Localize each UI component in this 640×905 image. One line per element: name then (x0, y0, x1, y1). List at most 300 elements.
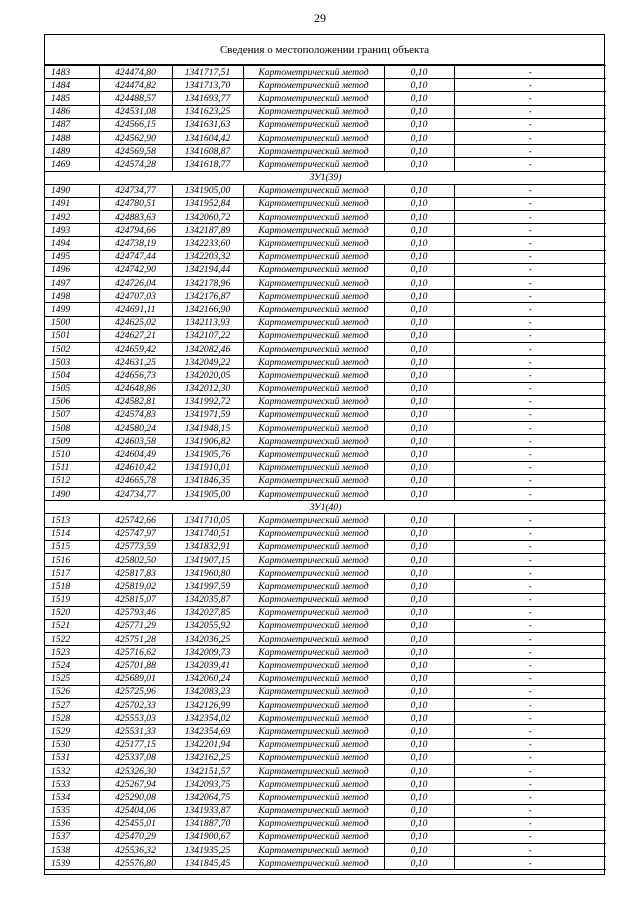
description-cell: - (454, 316, 606, 329)
point-number-cell: 1509 (45, 435, 99, 448)
description-cell: - (454, 488, 606, 501)
point-number-cell: 1531 (45, 751, 99, 764)
y-coordinate-cell: 1342027,85 (172, 606, 243, 619)
table-row (45, 672, 606, 685)
method-cell: Картометрический метод (243, 461, 384, 474)
y-coordinate-cell: 1341997,59 (172, 580, 243, 593)
y-coordinate-cell: 1341608,87 (172, 145, 243, 158)
y-coordinate-cell: 1341900,67 (172, 830, 243, 843)
precision-cell: 0,10 (384, 356, 454, 369)
x-coordinate-cell: 425404,06 (99, 804, 172, 817)
point-number-cell: 1495 (45, 250, 99, 263)
y-coordinate-cell: 1342036,25 (172, 633, 243, 646)
point-number-cell: 1485 (45, 92, 99, 105)
x-coordinate-cell: 425337,08 (99, 751, 172, 764)
precision-cell: 0,10 (384, 118, 454, 131)
x-coordinate-cell: 424562,90 (99, 131, 172, 144)
method-cell: Картометрический метод (243, 778, 384, 791)
description-cell: - (454, 277, 606, 290)
description-cell: - (454, 184, 606, 197)
x-coordinate-cell: 424582,81 (99, 395, 172, 408)
x-coordinate-cell: 425267,94 (99, 778, 172, 791)
precision-cell: 0,10 (384, 329, 454, 342)
y-coordinate-cell: 1341971,59 (172, 408, 243, 421)
section-heading: ЗУ1(40) (45, 501, 606, 514)
description-cell: - (454, 764, 606, 777)
y-coordinate-cell: 1341905,00 (172, 184, 243, 197)
table-row (45, 105, 606, 118)
description-cell: - (454, 435, 606, 448)
description-cell: - (454, 448, 606, 461)
precision-cell: 0,10 (384, 290, 454, 303)
method-cell: Картометрический метод (243, 685, 384, 698)
precision-cell: 0,10 (384, 131, 454, 144)
point-number-cell: 1469 (45, 158, 99, 171)
precision-cell: 0,10 (384, 263, 454, 276)
point-number-cell: 1483 (45, 66, 99, 79)
point-number-cell: 1493 (45, 224, 99, 237)
precision-cell: 0,10 (384, 435, 454, 448)
y-coordinate-cell: 1341933,87 (172, 804, 243, 817)
precision-cell: 0,10 (384, 844, 454, 857)
x-coordinate-cell: 424580,24 (99, 422, 172, 435)
description-cell: - (454, 712, 606, 725)
y-coordinate-cell: 1342201,94 (172, 738, 243, 751)
precision-cell: 0,10 (384, 488, 454, 501)
method-cell: Картометрический метод (243, 751, 384, 764)
table-row (45, 356, 606, 369)
method-cell: Картометрический метод (243, 422, 384, 435)
y-coordinate-cell: 1341910,01 (172, 461, 243, 474)
precision-cell: 0,10 (384, 699, 454, 712)
precision-cell: 0,10 (384, 725, 454, 738)
y-coordinate-cell: 1341948,15 (172, 422, 243, 435)
y-coordinate-cell: 1342233,60 (172, 237, 243, 250)
y-coordinate-cell: 1342126,99 (172, 699, 243, 712)
x-coordinate-cell: 425819,02 (99, 580, 172, 593)
x-coordinate-cell: 424474,82 (99, 79, 172, 92)
point-number-cell: 1500 (45, 316, 99, 329)
point-number-cell: 1524 (45, 659, 99, 672)
x-coordinate-cell: 425576,80 (99, 857, 172, 870)
precision-cell: 0,10 (384, 277, 454, 290)
point-number-cell: 1488 (45, 131, 99, 144)
table-row (45, 857, 606, 870)
precision-cell: 0,10 (384, 224, 454, 237)
table-row (45, 804, 606, 817)
point-number-cell: 1515 (45, 540, 99, 553)
y-coordinate-cell: 1341952,84 (172, 197, 243, 210)
table-row (45, 817, 606, 830)
table-row (45, 211, 606, 224)
x-coordinate-cell: 425177,15 (99, 738, 172, 751)
x-coordinate-cell: 424747,44 (99, 250, 172, 263)
point-number-cell: 1516 (45, 553, 99, 566)
method-cell: Картометрический метод (243, 118, 384, 131)
precision-cell: 0,10 (384, 540, 454, 553)
y-coordinate-cell: 1342060,24 (172, 672, 243, 685)
x-coordinate-cell: 424707,03 (99, 290, 172, 303)
description-cell: - (454, 145, 606, 158)
y-coordinate-cell: 1342354,02 (172, 712, 243, 725)
precision-cell: 0,10 (384, 712, 454, 725)
method-cell: Картометрический метод (243, 303, 384, 316)
x-coordinate-cell: 424738,19 (99, 237, 172, 250)
point-number-cell: 1529 (45, 725, 99, 738)
x-coordinate-cell: 424631,25 (99, 356, 172, 369)
method-cell: Картометрический метод (243, 435, 384, 448)
point-number-cell: 1539 (45, 857, 99, 870)
description-cell: - (454, 672, 606, 685)
method-cell: Картометрический метод (243, 817, 384, 830)
description-cell: - (454, 659, 606, 672)
precision-cell: 0,10 (384, 633, 454, 646)
precision-cell: 0,10 (384, 738, 454, 751)
point-number-cell: 1497 (45, 277, 99, 290)
description-cell: - (454, 474, 606, 487)
x-coordinate-cell: 424734,77 (99, 488, 172, 501)
x-coordinate-cell: 424574,83 (99, 408, 172, 421)
method-cell: Картометрический метод (243, 105, 384, 118)
point-number-cell: 1505 (45, 382, 99, 395)
x-coordinate-cell: 425802,50 (99, 553, 172, 566)
point-number-cell: 1507 (45, 408, 99, 421)
x-coordinate-cell: 424742,90 (99, 263, 172, 276)
table-row (45, 250, 606, 263)
y-coordinate-cell: 1341887,70 (172, 817, 243, 830)
point-number-cell: 1491 (45, 197, 99, 210)
x-coordinate-cell: 424780,51 (99, 197, 172, 210)
method-cell: Картометрический метод (243, 527, 384, 540)
y-coordinate-cell: 1342064,75 (172, 791, 243, 804)
table-row (45, 725, 606, 738)
coordinates-table (45, 65, 606, 870)
y-coordinate-cell: 1342060,72 (172, 211, 243, 224)
point-number-cell: 1503 (45, 356, 99, 369)
method-cell: Картометрический метод (243, 224, 384, 237)
table-row (45, 580, 606, 593)
method-cell: Картометрический метод (243, 606, 384, 619)
table-row (45, 844, 606, 857)
x-coordinate-cell: 424488,57 (99, 92, 172, 105)
method-cell: Картометрический метод (243, 395, 384, 408)
y-coordinate-cell: 1341623,25 (172, 105, 243, 118)
description-cell: - (454, 237, 606, 250)
precision-cell: 0,10 (384, 237, 454, 250)
precision-cell: 0,10 (384, 448, 454, 461)
description-cell: - (454, 118, 606, 131)
precision-cell: 0,10 (384, 474, 454, 487)
method-cell: Картометрический метод (243, 211, 384, 224)
method-cell: Картометрический метод (243, 791, 384, 804)
precision-cell: 0,10 (384, 514, 454, 527)
x-coordinate-cell: 425771,29 (99, 619, 172, 632)
y-coordinate-cell: 1342187,89 (172, 224, 243, 237)
x-coordinate-cell: 424574,28 (99, 158, 172, 171)
y-coordinate-cell: 1341905,00 (172, 488, 243, 501)
table-row (45, 408, 606, 421)
description-cell: - (454, 131, 606, 144)
y-coordinate-cell: 1341906,82 (172, 435, 243, 448)
y-coordinate-cell: 1341693,77 (172, 92, 243, 105)
description-cell: - (454, 540, 606, 553)
table-row (45, 646, 606, 659)
table-row (45, 131, 606, 144)
x-coordinate-cell: 424610,42 (99, 461, 172, 474)
y-coordinate-cell: 1342083,23 (172, 685, 243, 698)
precision-cell: 0,10 (384, 791, 454, 804)
point-number-cell: 1492 (45, 211, 99, 224)
y-coordinate-cell: 1341935,25 (172, 844, 243, 857)
x-coordinate-cell: 425536,32 (99, 844, 172, 857)
method-cell: Картометрический метод (243, 488, 384, 501)
x-coordinate-cell: 425742,66 (99, 514, 172, 527)
method-cell: Картометрический метод (243, 158, 384, 171)
y-coordinate-cell: 1342162,25 (172, 751, 243, 764)
table-row (45, 514, 606, 527)
x-coordinate-cell: 424569,58 (99, 145, 172, 158)
y-coordinate-cell: 1342178,96 (172, 277, 243, 290)
x-coordinate-cell: 424726,04 (99, 277, 172, 290)
method-cell: Картометрический метод (243, 369, 384, 382)
point-number-cell: 1533 (45, 778, 99, 791)
point-number-cell: 1504 (45, 369, 99, 382)
table-row (45, 461, 606, 474)
method-cell: Картометрический метод (243, 738, 384, 751)
method-cell: Картометрический метод (243, 540, 384, 553)
precision-cell: 0,10 (384, 619, 454, 632)
method-cell: Картометрический метод (243, 92, 384, 105)
description-cell: - (454, 580, 606, 593)
point-number-cell: 1513 (45, 514, 99, 527)
description-cell: - (454, 817, 606, 830)
table-row (45, 699, 606, 712)
table-row (45, 145, 606, 158)
table-row (45, 685, 606, 698)
y-coordinate-cell: 1342166,90 (172, 303, 243, 316)
precision-cell: 0,10 (384, 105, 454, 118)
method-cell: Картометрический метод (243, 131, 384, 144)
y-coordinate-cell: 1342093,75 (172, 778, 243, 791)
precision-cell: 0,10 (384, 79, 454, 92)
precision-cell: 0,10 (384, 830, 454, 843)
method-cell: Картометрический метод (243, 408, 384, 421)
table-row (45, 342, 606, 355)
y-coordinate-cell: 1341631,63 (172, 118, 243, 131)
table-row (45, 448, 606, 461)
y-coordinate-cell: 1341907,15 (172, 553, 243, 566)
x-coordinate-cell: 424531,08 (99, 105, 172, 118)
description-cell: - (454, 725, 606, 738)
table-row (45, 118, 606, 131)
description-cell: - (454, 342, 606, 355)
method-cell: Картометрический метод (243, 329, 384, 342)
description-cell: - (454, 844, 606, 857)
precision-cell: 0,10 (384, 382, 454, 395)
precision-cell: 0,10 (384, 659, 454, 672)
y-coordinate-cell: 1342020,05 (172, 369, 243, 382)
point-number-cell: 1535 (45, 804, 99, 817)
point-number-cell: 1537 (45, 830, 99, 843)
point-number-cell: 1532 (45, 764, 99, 777)
precision-cell: 0,10 (384, 606, 454, 619)
description-cell: - (454, 699, 606, 712)
table-title: Сведения о местоположении границ объекта (45, 35, 604, 65)
method-cell: Картометрический метод (243, 316, 384, 329)
table-row (45, 277, 606, 290)
table-row (45, 791, 606, 804)
y-coordinate-cell: 1342354,69 (172, 725, 243, 738)
point-number-cell: 1518 (45, 580, 99, 593)
table-row (45, 422, 606, 435)
x-coordinate-cell: 424625,02 (99, 316, 172, 329)
description-cell: - (454, 553, 606, 566)
point-number-cell: 1522 (45, 633, 99, 646)
method-cell: Картометрический метод (243, 448, 384, 461)
point-number-cell: 1517 (45, 567, 99, 580)
x-coordinate-cell: 425716,62 (99, 646, 172, 659)
x-coordinate-cell: 425531,33 (99, 725, 172, 738)
method-cell: Картометрический метод (243, 514, 384, 527)
precision-cell: 0,10 (384, 527, 454, 540)
point-number-cell: 1506 (45, 395, 99, 408)
description-cell: - (454, 211, 606, 224)
precision-cell: 0,10 (384, 184, 454, 197)
point-number-cell: 1525 (45, 672, 99, 685)
method-cell: Картометрический метод (243, 633, 384, 646)
x-coordinate-cell: 425326,30 (99, 764, 172, 777)
table-row (45, 303, 606, 316)
precision-cell: 0,10 (384, 66, 454, 79)
precision-cell: 0,10 (384, 316, 454, 329)
point-number-cell: 1538 (45, 844, 99, 857)
method-cell: Картометрический метод (243, 830, 384, 843)
method-cell: Картометрический метод (243, 672, 384, 685)
precision-cell: 0,10 (384, 369, 454, 382)
description-cell: - (454, 250, 606, 263)
method-cell: Картометрический метод (243, 290, 384, 303)
description-cell: - (454, 290, 606, 303)
table-row (45, 329, 606, 342)
table-row (45, 158, 606, 171)
precision-cell: 0,10 (384, 567, 454, 580)
method-cell: Картометрический метод (243, 646, 384, 659)
table-row (45, 764, 606, 777)
precision-cell: 0,10 (384, 303, 454, 316)
table-row (45, 488, 606, 501)
table-row (45, 540, 606, 553)
point-number-cell: 1490 (45, 488, 99, 501)
precision-cell: 0,10 (384, 857, 454, 870)
point-number-cell: 1489 (45, 145, 99, 158)
precision-cell: 0,10 (384, 646, 454, 659)
point-number-cell: 1502 (45, 342, 99, 355)
description-cell: - (454, 408, 606, 421)
precision-cell: 0,10 (384, 593, 454, 606)
x-coordinate-cell: 425817,83 (99, 567, 172, 580)
description-cell: - (454, 105, 606, 118)
table-row (45, 237, 606, 250)
section-heading-row (45, 171, 606, 184)
description-cell: - (454, 685, 606, 698)
y-coordinate-cell: 1342009,73 (172, 646, 243, 659)
precision-cell: 0,10 (384, 342, 454, 355)
x-coordinate-cell: 425751,28 (99, 633, 172, 646)
y-coordinate-cell: 1341604,42 (172, 131, 243, 144)
y-coordinate-cell: 1341832,91 (172, 540, 243, 553)
table-row (45, 593, 606, 606)
table-row (45, 197, 606, 210)
table-row (45, 290, 606, 303)
method-cell: Картометрический метод (243, 250, 384, 263)
method-cell: Картометрический метод (243, 277, 384, 290)
point-number-cell: 1534 (45, 791, 99, 804)
x-coordinate-cell: 424794,66 (99, 224, 172, 237)
table-row (45, 553, 606, 566)
method-cell: Картометрический метод (243, 197, 384, 210)
y-coordinate-cell: 1342039,41 (172, 659, 243, 672)
table-row (45, 66, 606, 79)
precision-cell: 0,10 (384, 751, 454, 764)
precision-cell: 0,10 (384, 211, 454, 224)
point-number-cell: 1523 (45, 646, 99, 659)
description-cell: - (454, 224, 606, 237)
y-coordinate-cell: 1342151,57 (172, 764, 243, 777)
description-cell: - (454, 329, 606, 342)
method-cell: Картометрический метод (243, 342, 384, 355)
x-coordinate-cell: 424656,73 (99, 369, 172, 382)
method-cell: Картометрический метод (243, 356, 384, 369)
y-coordinate-cell: 1342049,22 (172, 356, 243, 369)
precision-cell: 0,10 (384, 580, 454, 593)
y-coordinate-cell: 1341713,70 (172, 79, 243, 92)
method-cell: Картометрический метод (243, 619, 384, 632)
x-coordinate-cell: 425725,96 (99, 685, 172, 698)
y-coordinate-cell: 1341960,80 (172, 567, 243, 580)
table-row (45, 830, 606, 843)
description-cell: - (454, 197, 606, 210)
x-coordinate-cell: 424604,49 (99, 448, 172, 461)
y-coordinate-cell: 1342176,87 (172, 290, 243, 303)
description-cell: - (454, 646, 606, 659)
precision-cell: 0,10 (384, 158, 454, 171)
precision-cell: 0,10 (384, 422, 454, 435)
x-coordinate-cell: 424627,21 (99, 329, 172, 342)
method-cell: Картометрический метод (243, 263, 384, 276)
x-coordinate-cell: 424566,15 (99, 118, 172, 131)
precision-cell: 0,10 (384, 553, 454, 566)
method-cell: Картометрический метод (243, 237, 384, 250)
description-cell: - (454, 751, 606, 764)
point-number-cell: 1498 (45, 290, 99, 303)
x-coordinate-cell: 425702,33 (99, 699, 172, 712)
description-cell: - (454, 593, 606, 606)
method-cell: Картометрический метод (243, 66, 384, 79)
description-cell: - (454, 66, 606, 79)
description-cell: - (454, 527, 606, 540)
x-coordinate-cell: 425689,01 (99, 672, 172, 685)
description-cell: - (454, 633, 606, 646)
method-cell: Картометрический метод (243, 184, 384, 197)
y-coordinate-cell: 1341905,76 (172, 448, 243, 461)
section-heading: ЗУ1(39) (45, 171, 606, 184)
description-cell: - (454, 804, 606, 817)
method-cell: Картометрический метод (243, 79, 384, 92)
point-number-cell: 1528 (45, 712, 99, 725)
table-row (45, 619, 606, 632)
point-number-cell: 1484 (45, 79, 99, 92)
y-coordinate-cell: 1341717,51 (172, 66, 243, 79)
